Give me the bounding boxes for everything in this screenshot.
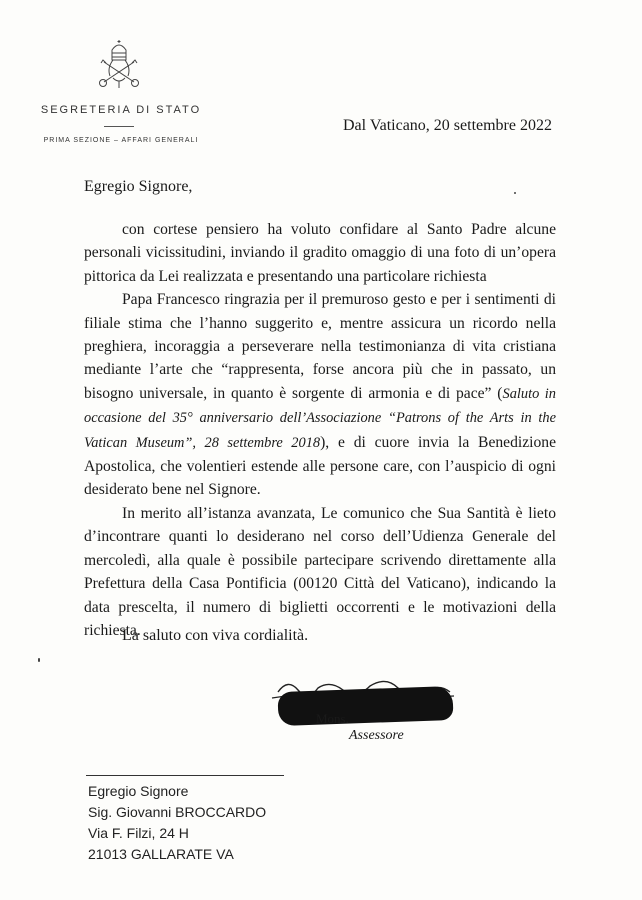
paragraph-2-text: Papa Francesco ringrazia per il premuroso gesto e per i sentimenti di filiale stima che l’hanno suggerito e, mentre assicura un ricordo nella preghiera, incoraggia a perseverare nella testimonianza di vita cristiana mediante l’arte che “rappresenta, forse ancora più che in passato, un bisogno universale, in quanto è sorgente di armonia e di pace” (	[84, 291, 556, 402]
paper-speck	[38, 658, 40, 662]
organization-name: SEGRETERIA DI STATO	[40, 104, 202, 116]
salutation: Egregio Signore,	[84, 178, 193, 195]
closing-line: La saluto con viva cordialità.	[122, 627, 309, 644]
date-line: Dal Vaticano, 20 settembre 2022	[343, 117, 552, 134]
paragraph-2	[84, 288, 556, 502]
address-divider	[86, 775, 284, 776]
paragraph-2-text-end: ), e di cuore invia la Benedizione Apostolica, che volentieri estende alle persone care, con l’auspicio di ogni desiderato bene nel Signore.	[84, 433, 556, 499]
signatory-role: Assessore	[349, 728, 404, 743]
letterhead-divider	[104, 126, 134, 127]
citation: Saluto in occasione del 35° anniversario dell’Associazione “Patrons of the Arts in the Vatican Museum”, 28 settembre 2018	[84, 385, 557, 451]
papal-coat-of-arms-icon	[95, 38, 143, 90]
paragraph-3: In merito all’istanza avanzata, Le comunico che Sua Santità è lieto d’incontrare quanti lo desiderano nel corso dell’Udienza Generale del mercoledì, alla quale è possibile partecipare scrivendo direttamente alla Prefettura della Casa Pontificia (00120 Città del Vaticano), indicando la data prescelta, il numero di biglietti occorrenti e le motivazioni della richiesta.	[84, 504, 556, 639]
address-line: Sig. Giovanni BROCCARDO	[88, 804, 267, 820]
paragraph-1: con cortese pensiero ha voluto confidare al Santo Padre alcune personali vicissitudini, inviando il gradito omaggio di una foto di un’opera pittorica da Lei realizzata e presentando una particolare richiesta	[84, 221, 556, 285]
address-line: 21013 GALLARATE VA	[88, 846, 234, 862]
address-line: Egregio Signore	[88, 783, 189, 799]
letter-body	[84, 218, 556, 642]
section-name: PRIMA SEZIONE – AFFARI GENERALI	[43, 137, 199, 144]
address-line: Via F. Filzi, 24 H	[88, 825, 189, 841]
recipient-address	[88, 781, 266, 865]
signatory-title: Mons.	[316, 711, 349, 726]
paper-speck	[514, 192, 516, 194]
signature-redaction	[277, 686, 453, 726]
